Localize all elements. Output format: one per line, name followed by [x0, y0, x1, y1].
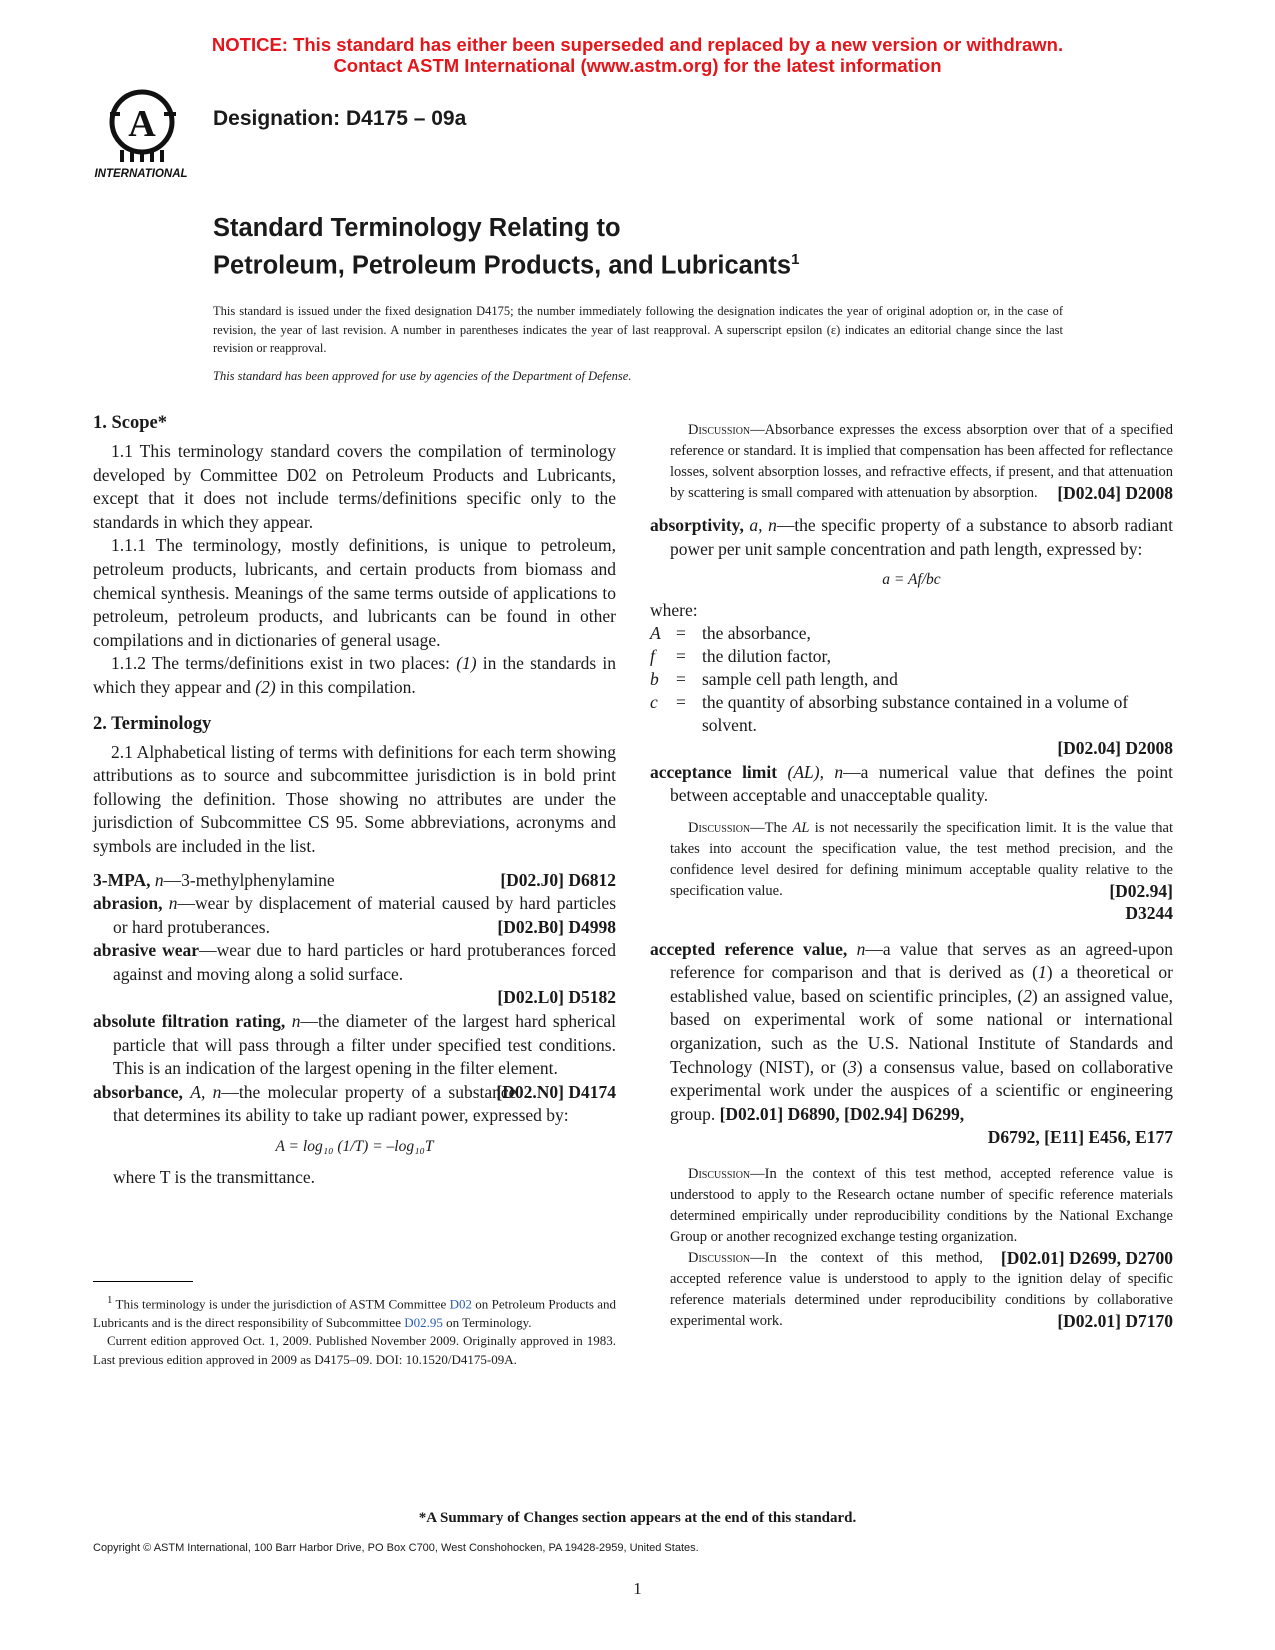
- footnote: [93, 1291, 616, 1369]
- term-tag: [D02.01] D7170: [1057, 1310, 1173, 1331]
- where-list: A = the absorbance, f = the dilution factor, b = sample cell path length, and c = the quantity of absorbing substance contained in a volume of solvent.: [650, 622, 1173, 737]
- term-tag: [D02.N0] D4174: [496, 1081, 616, 1102]
- page-number: 1: [633, 1579, 642, 1598]
- term-absorptivity: absorptivity, a, n—the specific property of a substance to absorb radiant power per unit sample concentration and path length, expressed by:: [650, 515, 1173, 559]
- paragraph-2-1: 2.1 Alphabetical listing of terms with definitions for each term showing attributions as to source and subcommittee jurisdiction is in bold print following the definition. Those showing no attributes are under the jurisdiction of Subcommittee CS 95. Some abbreviations, acronyms and symbols are included in the list.: [93, 741, 616, 856]
- right-column: [650, 420, 1173, 1332]
- discussion-accepted-reference-value-2: Discussion—In the context of this method, accepted reference value is understood to apply to the ignition delay of specific reference materials determined under reproducibility conditions by collaborative experimental work. [D02.01] D7170: [670, 1249, 1173, 1331]
- where-symbol: b: [650, 669, 659, 690]
- title-footnote-ref: 1: [791, 251, 800, 268]
- discussion-accepted-reference-value-1: Discussion—In the context of this test method, accepted reference value is understood to apply to the Research octane number of specific reference materials determined empirically under reproducibility conditions by the National Exchange Group or another recognized exchange testing organization. [D02.01] D2699, D2700: [670, 1165, 1173, 1268]
- where-label: where:: [650, 600, 698, 621]
- term-tag: [D02.01] D6890, [D02.94] D6299,: [719, 1103, 965, 1124]
- paragraph-1-1-1: 1.1.1 The terminology, mostly definitions, is unique to petroleum, petroleum products, lubricants, and certain products from biomass and chemical synthesis. Meanings of the same terms outside of applications to petroleum, petroleum products, and lubricants can be found in other compilations and in dictionaries of general usage.: [93, 535, 616, 650]
- term-tag: D3244: [1125, 902, 1173, 923]
- term-tag: [D02.04] D2008: [1057, 738, 1173, 759]
- title-line-2: Petroleum, Petroleum Products, and Lubricants$^1$: [213, 251, 800, 280]
- astm-international-logo: [90, 84, 200, 182]
- term-absolute-filtration-rating: absolute filtration rating, n—the diameter of the largest hard spherical particle that will pass through a filter under specified test conditions. This is an indication of the largest opening in the filter element. [D02.N0] D4174: [93, 1010, 616, 1081]
- discussion-absorbance: Discussion—Absorbance expresses the excess absorption over that of a specified reference or standard. It is implied that compensation has been affected for reflectance losses, solvent absorption losses, and refractive effects, if present, and that attenuation by scattering is small compared with attenuation by absorption. [D02.04] D2008: [670, 422, 1173, 503]
- term-abrasion: abrasion, n—wear by displacement of material caused by hard particles or hard protuberances. [D02.B0] D4998: [93, 892, 616, 939]
- link-d02[interactable]: D02: [449, 1296, 472, 1312]
- term-acceptance-limit: acceptance limit (AL), n—a numerical value that defines the point between acceptable and unacceptable quality.: [650, 761, 1174, 806]
- copyright: Copyright © ASTM International, 100 Barr Harbor Drive, PO Box C700, West Conshohocken, PA 19428-2959, United States.: [93, 1542, 699, 1554]
- notice-line-1: NOTICE: This standard has either been superseded and replaced by a new version or withdrawn.: [211, 34, 1064, 55]
- term-tag: [D02.L0] D5182: [497, 987, 616, 1008]
- summary-note: *A Summary of Changes section appears at the end of this standard.: [418, 1510, 857, 1526]
- where-definition: the dilution factor,: [702, 646, 832, 667]
- term-3-mpa: 3-MPA, n—3-methylphenylamine [D02.J0] D6812: [93, 869, 616, 893]
- link-d02-95[interactable]: D02.95: [404, 1314, 443, 1330]
- svg-text:INTERNATIONAL: INTERNATIONAL: [94, 168, 188, 180]
- term-tag: [D02.04] D2008: [1057, 483, 1173, 503]
- paragraph-1-1: 1.1 This terminology standard covers the compilation of terminology developed by Committee D02 on Petroleum Products and Lubricants, except that it does not include terms/definitions specific only to the standards in which they appear.: [93, 441, 616, 532]
- term-abrasive-wear: abrasive wear—wear due to hard particles or hard protuberances forced against and moving along a solid surface.: [93, 940, 616, 984]
- footnote-1: $^1$ This terminology is under the jurisdiction of ASTM Committee D02 on Petroleum Products and Lubricants and is the direct responsibility of Subcommittee D02.95 on Terminology.: [93, 1294, 616, 1330]
- term-tag: [D02.01] D2699, D2700: [1000, 1247, 1173, 1268]
- paragraph-1-1-2: 1.1.2 The terms/definitions exist in two places: (1) in the standards in which they appear and (2) in this compilation.: [93, 653, 616, 697]
- notice-line-2: Contact ASTM International (www.astm.org) for the latest information: [333, 55, 942, 76]
- where-definition: sample cell path length, and: [702, 669, 898, 690]
- footnote-edition: Current edition approved Oct. 1, 2009. Published November 2009. Originally approved in 1983. Last previous edition approved in 2009 as D4175–09. DOI: 10.1520/D4175-09A.: [93, 1333, 616, 1367]
- where-symbol: A: [650, 623, 661, 644]
- absorptivity-equation: a = Af/bc: [882, 571, 941, 589]
- term-accepted-reference-value: accepted reference value, n—a value that serves as an agreed-upon reference for comparison and that is derived as (1) a theoretical or established value, based on scientific principles, (2) an assigned value, based on experimental work of some national or international organization, such as the U.S. National Institute of Standards and Technology (NIST), or (3) a consensus value, based on collaborative experimental work under the auspices of a scientific or engineering group. [D02.01] D6890, [D02.94] D6299,: [650, 938, 1173, 1124]
- term-absorbance: absorbance, A, n—the molecular property of a substance that determines its ability to take up radiant power, expressed by:: [93, 1081, 569, 1126]
- footnote-rule: [93, 1281, 193, 1282]
- absorbance-equation: A = log₁₀ (1/T) = –log₁₀T: [275, 1138, 434, 1156]
- where-definition: the absorbance,: [702, 623, 811, 644]
- svg-text:A: A: [128, 103, 156, 145]
- notice-banner: [0, 34, 1275, 76]
- designation: Designation: D4175 – 09a: [213, 107, 467, 130]
- absorbance-where: where T is the transmittance.: [113, 1167, 316, 1188]
- where-symbol: f: [650, 646, 655, 667]
- issued-note: This standard is issued under the fixed designation D4175; the number immediately following the designation indicates the year of original adoption or, in the case of revision, the year of last revision. A number in parentheses indicates the year of last reapproval. A superscript epsilon (ε) indicates an editorial change since the last revision or reapproval.: [213, 304, 1063, 355]
- term-tag: [D02.J0] D6812: [500, 869, 616, 890]
- terminology-heading: 2. Terminology: [93, 713, 212, 734]
- left-column: [93, 413, 616, 1190]
- astm-logo-icon: [90, 84, 200, 182]
- discussion-acceptance-limit: Discussion—The AL is not necessarily the specification limit. It is the value that takes into account the specification value, the test method precision, and the confidence level desired for defining minimum acceptable quality relative to the specification value. [D02.94]: [670, 819, 1174, 901]
- term-tag: [D02.94]: [1109, 880, 1173, 901]
- term-tag: [D02.B0] D4998: [497, 916, 616, 937]
- scope-heading: 1. Scope*: [93, 413, 167, 433]
- where-definition: the quantity of absorbing substance contained in a volume of solvent.: [702, 692, 1129, 736]
- where-symbol: c: [650, 692, 658, 713]
- approved-note: This standard has been approved for use by agencies of the Department of Defense.: [213, 369, 632, 383]
- title-line-1: Standard Terminology Relating to: [213, 214, 621, 242]
- term-tag: D6792, [E11] E456, E177: [987, 1127, 1173, 1148]
- page-title: [213, 213, 799, 282]
